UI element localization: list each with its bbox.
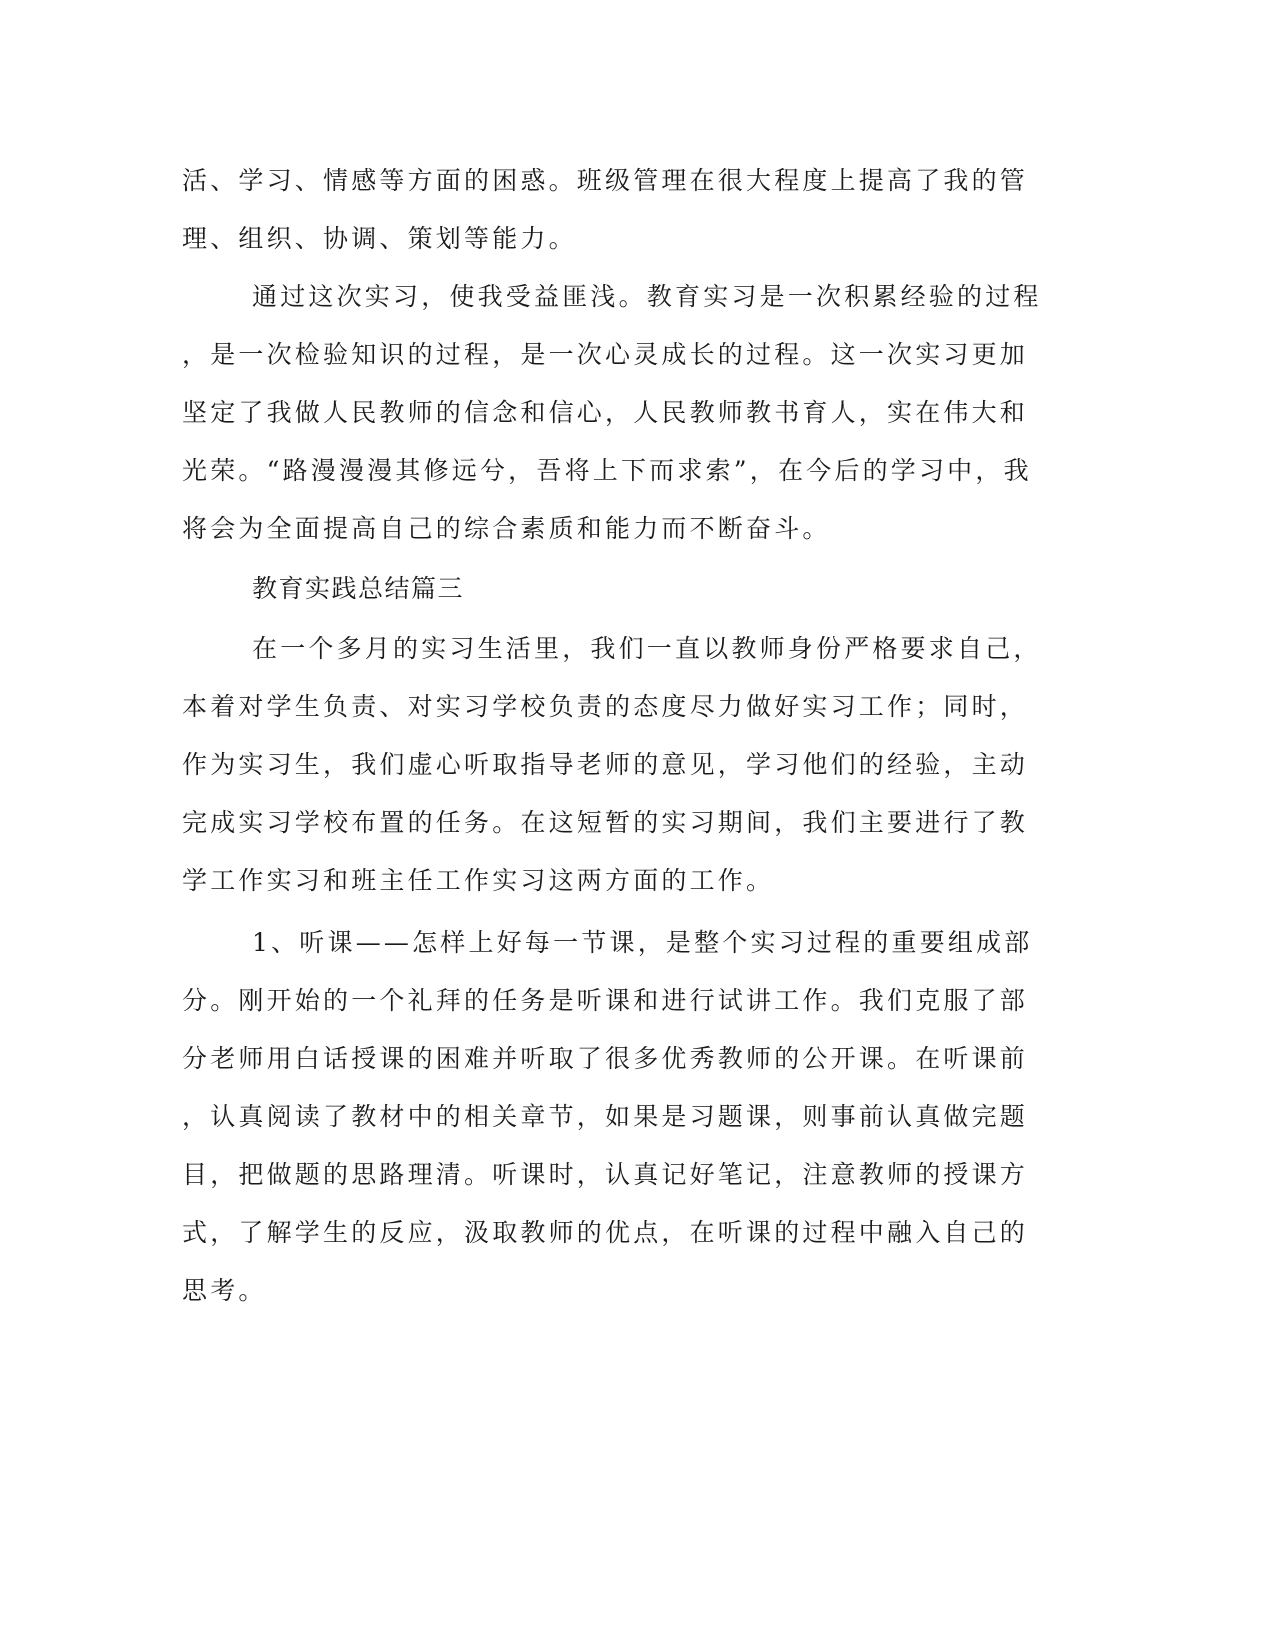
text-line: 作为实习生，我们虚心听取指导老师的意见，学习他们的经验，主动: [182, 750, 1029, 779]
text-line: 学工作实习和班主任工作实习这两方面的工作。: [182, 866, 775, 895]
text-line: 本着对学生负责、对实习学校负责的态度尽力做好实习工作；同时，: [182, 692, 1029, 721]
text-line: 理、组织、协调、策划等能力。: [182, 224, 577, 253]
text-line: ，是一次检验知识的过程，是一次心灵成长的过程。这一次实习更加: [182, 340, 1029, 369]
text-line: 光荣。“路漫漫漫其修远兮，吾将上下而求索”，在今后的学习中，我: [182, 456, 1032, 485]
text-line: 活、学习、情感等方面的困惑。班级管理在很大程度上提高了我的管: [182, 166, 1029, 195]
text-line: 1、听课——怎样上好每一节课，是整个实习过程的重要组成部: [252, 928, 1033, 957]
text-line: 在一个多月的实习生活里，我们一直以教师身份严格要求自己，: [252, 634, 1042, 663]
section-heading: 教育实践总结篇三: [252, 574, 465, 603]
text-line: 分老师用白话授课的困难并听取了很多优秀教师的公开课。在听课前: [182, 1044, 1029, 1073]
text-line: ，认真阅读了教材中的相关章节，如果是习题课，则事前认真做完题: [182, 1102, 1029, 1131]
text-line: 分。刚开始的一个礼拜的任务是听课和进行试讲工作。我们克服了部: [182, 986, 1029, 1015]
text-line: 目，把做题的思路理清。听课时，认真记好笔记，注意教师的授课方: [182, 1160, 1029, 1189]
text-line: 式，了解学生的反应，汲取教师的优点，在听课的过程中融入自己的: [182, 1218, 1029, 1247]
text-line: 思考。: [182, 1276, 267, 1305]
text-line: 将会为全面提高自己的综合素质和能力而不断奋斗。: [182, 514, 831, 543]
text-line: 完成实习学校布置的任务。在这短暂的实习期间，我们主要进行了教: [182, 808, 1029, 837]
text-line: 坚定了我做人民教师的信念和信心，人民教师教书育人，实在伟大和: [182, 398, 1029, 427]
text-line: 通过这次实习，使我受益匪浅。教育实习是一次积累经验的过程: [252, 282, 1042, 311]
